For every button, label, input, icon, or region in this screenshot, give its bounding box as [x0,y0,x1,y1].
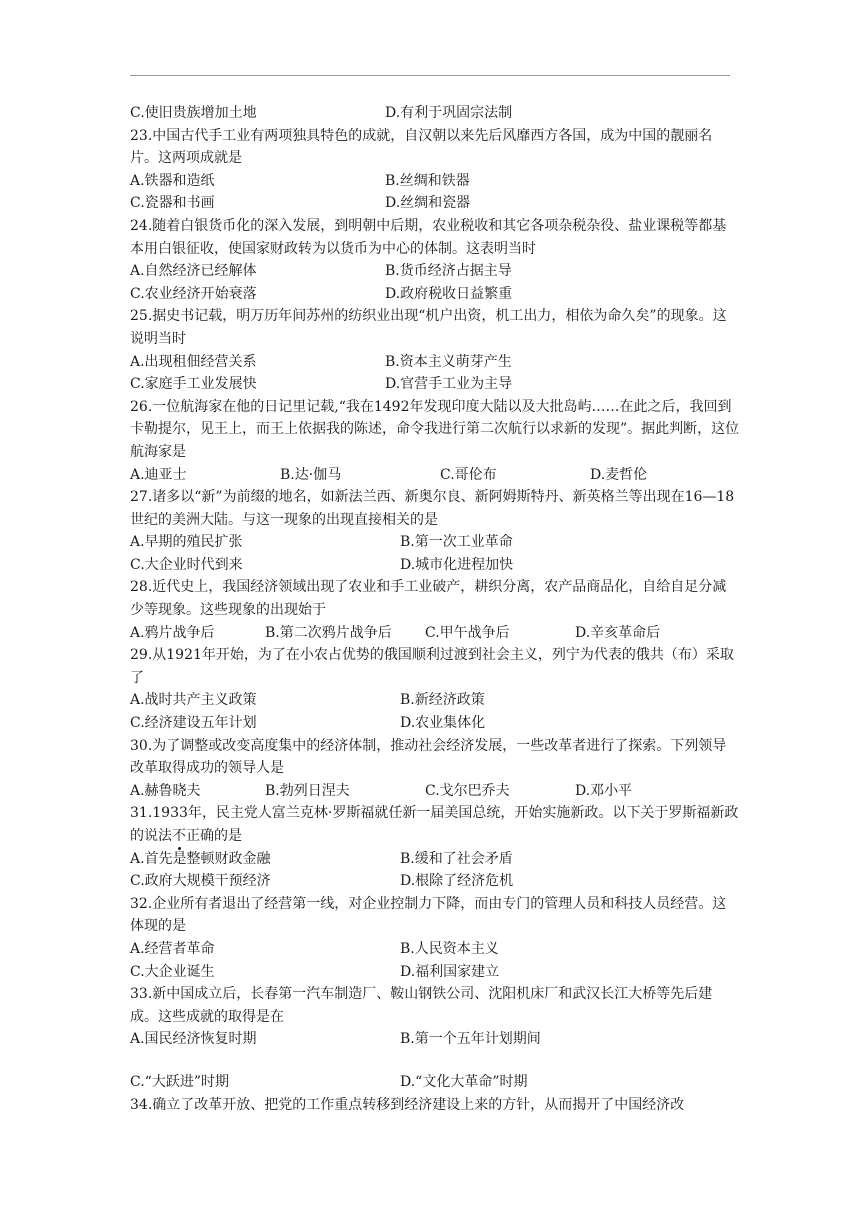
q25-option-b: B.资本主义萌芽产生 [385,353,512,370]
q27-option-d: D.城市化进程加快 [400,556,514,573]
q33-options-row-2 [130,1071,740,1094]
q27-option-a: A.早期的殖民扩张 [130,534,243,551]
q31-stem-post: 正确的是 [186,828,242,844]
q25-option-d: D.官营手工业为主导 [385,376,513,393]
q24-options-row-1 [130,260,740,283]
q31-option-c: C.政府大规模干预经济 [130,873,271,890]
exam-page [130,102,740,1116]
q26-option-a: A.迪亚士 [130,466,187,483]
q29-options-row-2 [130,712,740,735]
q29-option-a: A.战时共产主义政策 [130,692,257,709]
q28-option-c: C.甲午战争后 [425,624,510,641]
q23-option-d: D.丝绸和瓷器 [385,195,471,212]
q26-option-c: C.哥伦布 [440,466,497,483]
q33-stem: 33.新中国成立后，长春第一汽车制造厂、鞍山钢铁公司、沈阳机床厂和武汉长江大桥等先后建成。这些成就的取得是在 [130,986,713,1025]
q24-options-row-2 [130,283,740,306]
q23-options-row-2 [130,192,740,215]
q26-option-d: D.麦哲伦 [590,466,648,483]
q32-options-row-2 [130,961,740,984]
q31-stem-pre: 31.1933年，民主党人富兰克林·罗斯福就任新一届美国总统，开始实施新政。以下关于罗斯福新政的说法 [130,805,739,844]
q27-option-b: B.第一次工业革命 [400,534,513,551]
q27-options-row-1 [130,531,740,554]
q28-option-a: A.鸦片战争后 [130,624,215,641]
q25-option-c: C.家庭手工业发展快 [130,376,257,393]
header-rule [130,75,730,76]
q29-option-c: C.经济建设五年计划 [130,715,257,732]
q24-stem: 24.随着白银货币化的深入发展，到明朝中后期，农业税收和其它各项杂税杂役、盐业课税等都基本用白银征收，使国家财政转为以货币为中心的体制。这表明当时 [130,217,727,257]
q25-options-row-2 [130,373,740,396]
q22-options-row [130,102,740,125]
q33-option-b: B.第一个五年计划期间 [400,1031,541,1048]
q27-stem: 27.诸多以“新”为前缀的地名，如新法兰西、新奥尔良、新阿姆斯特丹、新英格兰等出现在16—18世纪的美洲大陆。与这一现象的出现直接相关的是 [130,489,735,528]
q28-options-row [130,622,740,645]
q24-option-c: C.农业经济开始衰落 [130,285,257,302]
q34-stem: 34.确立了改革开放、把党的工作重点转移到经济建设上来的方针，从而揭开了中国经济改 [130,1096,685,1113]
q32-options-row-1 [130,938,740,961]
q26-option-b: B.达·伽马 [280,466,342,483]
q31-options-row-1 [130,848,740,871]
q30-option-c: C.戈尔巴乔夫 [425,782,510,799]
q30-option-a: A.赫鲁晓夫 [130,782,201,799]
q25-options-row-1 [130,351,740,374]
q25-option-a: A.出现租佃经营关系 [130,353,257,370]
q23-option-c: C.瓷器和书画 [130,195,215,212]
q27-options-row-2 [130,554,740,577]
q31-options-row-2 [130,870,740,893]
q28-option-d: D.辛亥革命后 [575,624,661,641]
q29-option-d: D.农业集体化 [400,715,486,732]
q31-option-b: B.缓和了社会矛盾 [400,850,513,867]
q32-stem: 32.企业所有者退出了经营第一线，对企业控制力下降，而由专门的管理人员和科技人员经营。这体现的是 [130,895,727,935]
q31-stem [130,802,740,847]
q31-option-a: A.首先是整顿财政金融 [130,850,271,867]
q30-option-b: B.勃列日涅夫 [265,782,350,799]
q32-option-d: D.福利国家建立 [400,963,500,980]
q27-option-c: C.大企业时代到来 [130,556,243,573]
q26-options-row [130,464,740,487]
q28-option-b: B.第二次鸦片战争后 [265,624,392,641]
q24-option-d: D.政府税收日益繁重 [385,285,513,302]
q23-option-b: B.丝绸和铁器 [385,172,470,189]
q32-option-a: A.经营者革命 [130,940,215,957]
q23-stem: 23.中国古代手工业有两项独具特色的成就，自汉朝以来先后风靡西方各国，成为中国的靓丽名片。这两项成就是 [130,127,713,167]
q33-spacer [130,1051,740,1071]
q29-options-row-1 [130,689,740,712]
q22-option-d: D.有利于巩固宗法制 [385,105,513,121]
q28-stem: 28.近代史上，我国经济领域出现了农业和手工业破产，耕织分离，农产品商品化，自给自足分减少等现象。这些现象的出现始于 [130,579,727,619]
q22-option-c: C.使旧贵族增加土地 [130,105,257,121]
q24-option-a: A.自然经济已经解体 [130,263,257,280]
q33-option-d: D.“文化大革命”时期 [400,1073,528,1090]
q25-stem: 25.据史书记载，明万历年间苏州的纺织业出现“机户出资，机工出力，相依为命久矣”的现象。这说明当时 [130,308,727,347]
q23-options-row-1 [130,170,740,193]
q31-emphasis-not: 不 [172,825,186,848]
q29-stem: 29.从1921年开始，为了在小农占优势的俄国顺利过渡到社会主义，列宁为代表的俄共（布）采取了 [130,647,734,686]
q32-option-b: B.人民资本主义 [400,940,499,957]
q33-options-row-1 [130,1028,740,1051]
q32-option-c: C.大企业诞生 [130,963,215,980]
q23-option-a: A.铁器和造纸 [130,172,215,189]
q30-options-row [130,780,740,803]
q24-option-b: B.货币经济占据主导 [385,263,512,280]
q29-option-b: B.新经济政策 [400,692,485,709]
q30-option-d: D.邓小平 [575,782,633,799]
q33-option-a: A.国民经济恢复时期 [130,1031,257,1048]
q31-option-d: D.根除了经济危机 [400,873,514,890]
q33-option-c: C.“大跃进”时期 [130,1073,229,1090]
q30-stem: 30.为了调整或改变高度集中的经济体制，推动社会经济发展，一些改革者进行了探索。下列领导改革取得成功的领导人是 [130,737,727,777]
q26-stem: 26.一位航海家在他的日记里记载,“我在1492年发现印度大陆以及大批岛屿……在此之后，我回到卡勒提尔，见王上，而王上依据我的陈述，命令我进行第二次航行以求新的发现”。据此判断，这位航海家是 [130,398,740,460]
